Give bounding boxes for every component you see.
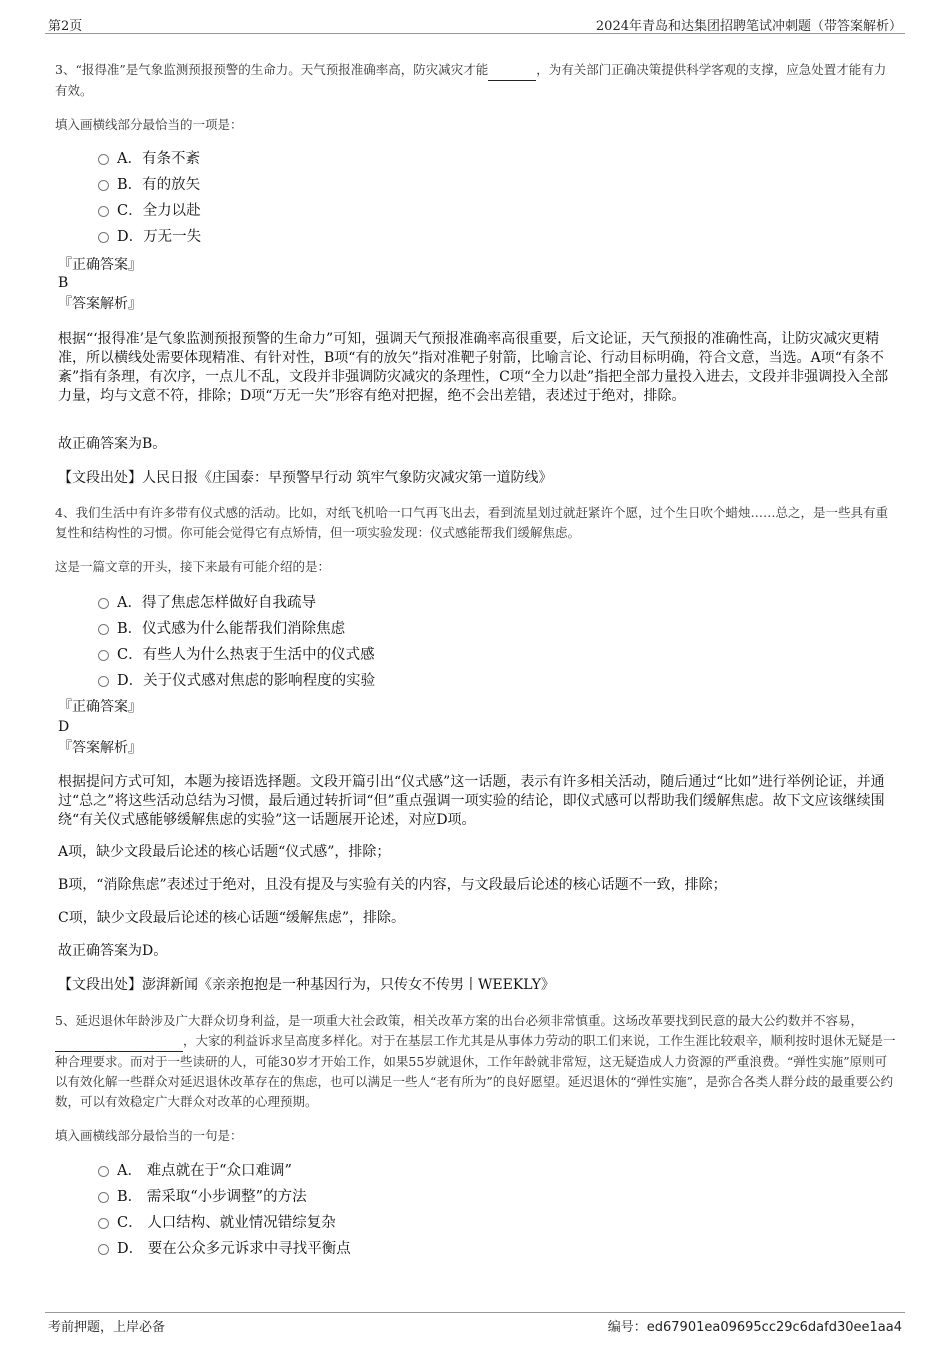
page-footer [45,1312,905,1335]
q5-prompt: 填入画横线部分最恰当的一句是： [55,1128,243,1143]
q3-source: 【文段出处】人民日报《庄国泰：早预警早行动 筑牢气象防灾减灾第一道防线》 [58,470,553,486]
q4-stem: 4、我们生活中有许多带有仪式感的活动。比如，对纸飞机哈一口气再飞出去，看到流星划过就赶紧许个愿，过个生日吹个蜡烛……总之，是一些具有重复性和结构性的习惯。你可能会觉得它有点矫情，但一项实验发现：仪式感能帮我们缓解焦虑。 [55,505,888,540]
q5-option-c[interactable]: C． 人口结构、就业情况错综复杂 [98,1213,336,1233]
page-header [45,13,905,34]
q3-blank [488,60,536,81]
q4-option-a[interactable]: A．得了焦虑怎样做好自我疏导 [98,593,316,613]
document-code: 编号：ed67901ea09695cc29c6dafd30ee1aa4 [607,1320,902,1335]
q4-prompt: 这是一篇文章的开头，接下来最有可能介绍的是： [55,559,331,574]
q3-analysis-label: 『答案解析』 [58,296,142,312]
document-title: 2024年青岛和达集团招聘笔试冲刺题（带答案解析） [595,19,902,34]
q4-analysis: 根据提问方式可知，本题为接语选择题。文段开篇引出“仪式感”这一话题，表示有许多相关活动，随后通过“比如”进行举例论证，并通过“总之”将这些活动总结为习惯，最后通过转折词“但”重点强调一项实验的结论，即仪式感可以帮助我们缓解焦虑。故下文应该继续围绕“有关仪式感能够缓解焦虑的实验”这一话题展开论述，对应D项。 [58,774,885,828]
radio-icon[interactable] [98,676,109,687]
q5-option-b[interactable]: B． 需采取“小步调整”的方法 [98,1187,307,1207]
q4-answer: D [58,719,70,735]
q4-option-c-note: C项，缺少文段最后论述的核心话题“缓解焦虑”，排除。 [58,910,406,926]
q4-option-b[interactable]: B．仪式感为什么能帮我们消除焦虑 [98,619,345,639]
q5-blank [55,1031,183,1052]
radio-icon[interactable] [98,180,109,191]
q4-analysis-label: 『答案解析』 [58,740,142,756]
radio-icon[interactable] [98,1244,109,1255]
q5-option-d[interactable]: D． 要在公众多元诉求中寻找平衡点 [98,1239,351,1259]
q4-conclusion: 故正确答案为D。 [58,943,168,959]
q5-option-a[interactable]: A． 难点就在于“众口难调” [98,1161,292,1181]
q3-conclusion: 故正确答案为B。 [58,436,167,452]
q4-option-c[interactable]: C．有些人为什么热衷于生活中的仪式感 [98,645,375,665]
q3-option-d[interactable]: D．万无一失 [98,227,201,247]
radio-icon[interactable] [98,1166,109,1177]
q3-option-b[interactable]: B．有的放矢 [98,175,200,195]
radio-icon[interactable] [98,598,109,609]
radio-icon[interactable] [98,1218,109,1229]
q4-option-b-note: B项，“消除焦虑”表述过于绝对，且没有提及与实验有关的内容，与文段最后论述的核心话题不一致，排除； [58,877,727,893]
radio-icon[interactable] [98,1192,109,1203]
q3-answer-label: 『正确答案』 [58,257,142,273]
q4-option-a-note: A项，缺少文段最后论述的核心话题“仪式感”，排除； [58,844,391,860]
q3-analysis: 根据“‘报得准’是气象监测预报预警的生命力”可知，强调天气预报准确率高很重要，后文论证，天气预报的准确性高，让防灾减灾更精准，所以横线处需要体现精准、有针对性，B项“有的放矢”指对准靶子射箭，比喻言论、行动目标明确，符合文意，当选。A项“有条不紊”指有条理，有次序，一点儿不乱，文段并非强调防灾减灾的条理性，C项“全力以赴”指把全部力量投入进去，文段并非强调投入全部力量，均与文意不符，排除；D项“万无一失”形容有绝对把握，绝不会出差错，表述过于绝对，排除。 [58,331,889,404]
q4-answer-label: 『正确答案』 [58,699,142,715]
radio-icon[interactable] [98,154,109,165]
radio-icon[interactable] [98,650,109,661]
q3-option-a[interactable]: A．有条不紊 [98,149,200,169]
q3-option-c[interactable]: C．全力以赴 [98,201,201,221]
q5-stem: 5、延迟退休年龄涉及广大群众切身利益，是一项重大社会政策，相关改革方案的出台必须非常慎重。这场改革要找到民意的最大公约数并不容易， ，大家的利益诉求呈高度多样化。对于在基层工作尤其是从事体力劳动的职工们来说，工作生涯比较艰辛，顺利按时退休无疑是一种合理要求。而对于一些读研的人，可能30岁才开始工作，如果55岁就退休，工作年龄就非常短，这无疑造成人力资源的严重浪费。“弹性实施”原则可以有效化解一些群众对延迟退休改革存在的焦虑，也可以满足一些人“老有所为”的良好愿望。延迟退休的“弹性实施”，是弥合各类人群分歧的最重要公约数，可以有效稳定广大群众对改革的心理预期。 [55,1013,896,1109]
footer-slogan: 考前押题，上岸必备 [48,1320,166,1335]
q4-option-d[interactable]: D．关于仪式感对焦虑的影响程度的实验 [98,671,375,691]
radio-icon[interactable] [98,232,109,243]
radio-icon[interactable] [98,206,109,217]
q4-source: 【文段出处】澎湃新闻《亲亲抱抱是一种基因行为，只传女不传男丨WEEKLY》 [58,977,555,993]
q3-prompt: 填入画横线部分最恰当的一项是： [55,117,243,132]
page-number: 第2页 [48,19,83,34]
q3-answer: B [58,275,69,291]
radio-icon[interactable] [98,624,109,635]
q3-stem: 3、“报得准”是气象监测预报预警的生命力。天气预报准确率高，防灾减灾才能 ，为有关部门正确决策提供科学客观的支撑，应急处置才能有力有效。 [55,62,887,98]
